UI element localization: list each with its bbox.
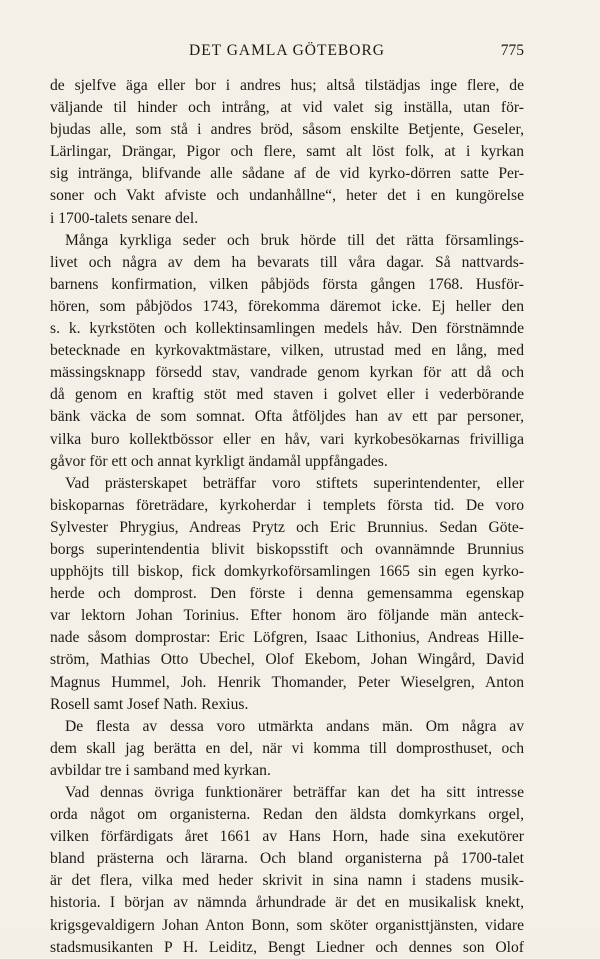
running-title: DET GAMLA GÖTEBORG xyxy=(189,42,385,59)
text-line: väljande til hinder och intrång, at vid valet sig inställa, utan för- xyxy=(50,99,524,117)
text-line: herde och domprost. Den förste i denna gemensamma egenskap xyxy=(50,585,524,603)
text-line: är det flera, vilka med heder skrivit in sina namn i stadens musik- xyxy=(50,872,524,890)
text-line: Magnus Hummel, Joh. Henrik Thomander, Peter Wieselgren, Anton xyxy=(50,673,524,691)
text-line: historia. I början av nämnda århundrade är det en musikalisk knekt, xyxy=(50,894,524,912)
text-line: bänk väcka de som somnat. Ofta åtföljdes han av ett par personer, xyxy=(50,408,524,426)
text-line: borgs superintendentia blivit biskopsstift och ovannämnde Brunnius xyxy=(50,540,524,558)
text-line: de sjelfve äga eller bor i andres hus; altså tilstädjas inge flere, de xyxy=(50,77,524,94)
page-number: 775 xyxy=(500,42,524,59)
text-line: i 1700-talets senare del. xyxy=(50,209,199,227)
text-line: dem skall jag berätta en del, när vi komma till domprosthuset, och xyxy=(50,739,524,757)
text-line: stadsmusikanten P H. Leiditz, Bengt Liedner och dennes son Olof xyxy=(50,938,524,956)
text-line: biskoparnas företrädare, kyrkoherdar i templets första tid. De voro xyxy=(50,496,524,514)
text-line: Sylvester Phrygius, Andreas Prytz och Eric Brunnius. Sedan Göte- xyxy=(50,518,524,536)
text-line: livet och några av dem ha bevarats till våra dagar. Så nattvards- xyxy=(50,253,524,271)
text-line: vilka buro kollektbössor eller en håv, vari kyrkobesökarnas frivilliga xyxy=(50,430,524,448)
text-line: Många kyrkliga seder och bruk hörde till det rätta församlings- xyxy=(65,231,524,249)
text-line: avbildar tre i samband med kyrkan. xyxy=(50,761,271,779)
text-line: orda något om organisterna. Redan den äldsta domkyrkans orgel, xyxy=(50,806,524,824)
text-line: vilken förfärdigats året 1661 av Hans Horn, hade sina exekutörer xyxy=(50,828,524,846)
text-line: De flesta av dessa voro utmärkta andans män. Om några av xyxy=(65,717,524,735)
page-header xyxy=(50,40,524,62)
text-line: Lärlingar, Drängar, Pigor och flere, samt alt löst folk, at i kyrkan xyxy=(50,143,524,161)
text-line: betecknade en kyrkovaktmästare, vilken, utrustad med en lång, med xyxy=(50,342,524,360)
text-line: hören, som påbjödos 1743, förekomma däremot icke. Ej heller den xyxy=(50,297,524,315)
text-line: barnens konfirmation, vilken påbjöds första gången 1768. Husför- xyxy=(50,275,524,293)
text-line: Vad dennas övriga funktionärer beträffar kan det ha sitt intresse xyxy=(65,784,524,801)
text-line: gåvor för ett och annat kyrkligt ändamål uppfångades. xyxy=(50,452,388,470)
text-line: nade såsom domprostar: Eric Löfgren, Isaac Lithonius, Andreas Hille- xyxy=(50,629,524,647)
text-line: ström, Mathias Otto Ubechel, Olof Ekebom, Johan Wingård, David xyxy=(50,651,524,669)
text-line: s. k. kyrkstöten och kollektinsamlingen medels håv. Den förstnämnde xyxy=(50,320,524,338)
text-line: upphöjts till biskop, fick domkyrkoförsamlingen 1665 sin egen kyrko- xyxy=(50,563,524,581)
text-line: bjudas alle, som stå i andres bröd, såsom enskilte Betjente, Geseler, xyxy=(50,121,524,139)
text-line: mässingsknapp försedd stav, vandrade genom kyrkan för att då och xyxy=(50,364,524,382)
text-line: krigsgevaldigern Johan Anton Bonn, som sköter organisttjänsten, vidare xyxy=(50,916,524,934)
text-line: då genom en kraftig stöt med staven i golvet eller i vederbörande xyxy=(50,386,524,404)
text-line: var lektorn Johan Torinius. Efter honom äro följande män anteck- xyxy=(50,607,524,625)
body-text xyxy=(50,75,524,959)
text-line: Vad prästerskapet beträffar voro stiftets superintendenter, eller xyxy=(65,474,524,492)
text-line: soner och Vakt afviste och undanhållne“, heter det i en kungörelse xyxy=(50,187,524,205)
text-line: sig intränga, blifvande alle sådane af de vid kyrko-dörren satte Per- xyxy=(50,165,524,183)
text-line: bland prästerna och lärarna. Och bland organisterna på 1700-talet xyxy=(50,850,524,868)
text-line: Rosell samt Josef Nath. Rexius. xyxy=(50,695,249,713)
